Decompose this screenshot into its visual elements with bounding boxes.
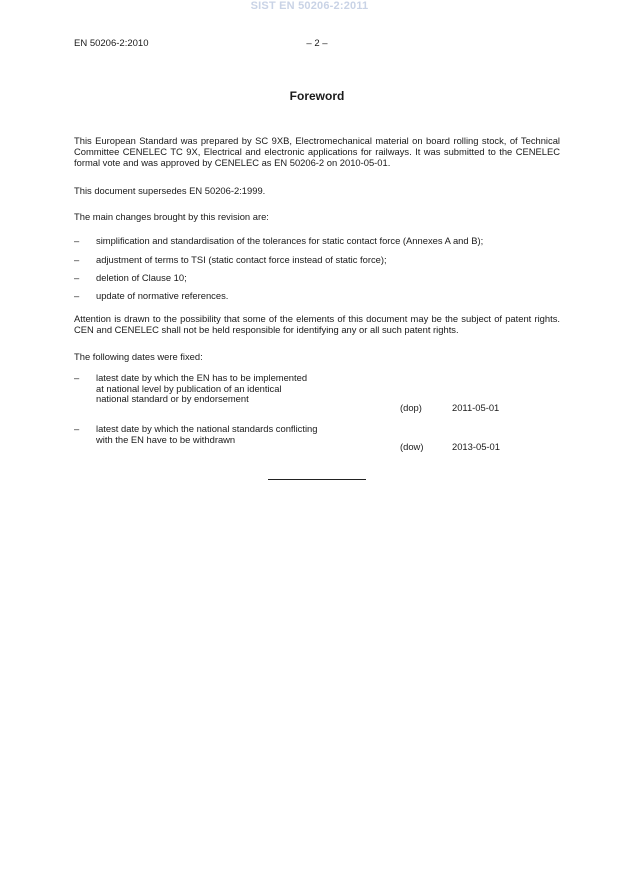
attention-paragraph: Attention is drawn to the possibility that some of the elements of this document may be the subject of patent rights. CEN and CENELEC shall not be held responsible for identifying any or all such patent rights. bbox=[74, 313, 560, 336]
date-item-description bbox=[96, 424, 376, 445]
dash-marker: – bbox=[74, 254, 80, 265]
supersedes-paragraph: This document supersedes EN 50206-2:1999. bbox=[74, 185, 266, 196]
change-item-text: deletion of Clause 10; bbox=[96, 272, 187, 283]
date-code: (dop) bbox=[400, 402, 422, 413]
header-page-number: – 2 – bbox=[306, 38, 328, 49]
changes-intro: The main changes brought by this revision are: bbox=[74, 211, 269, 222]
end-divider bbox=[268, 479, 366, 480]
change-item-text: update of normative references. bbox=[96, 290, 229, 301]
date-item-line: national standard or by endorsement bbox=[96, 393, 249, 405]
date-item-line: at national level by publication of an identical bbox=[96, 382, 282, 394]
dash-marker: – bbox=[74, 235, 80, 246]
date-item-line: latest date by which the EN has to be implemented bbox=[96, 372, 308, 383]
date-code: (dow) bbox=[400, 441, 424, 452]
intro-paragraph: This European Standard was prepared by SC 9XB, Electromechanical material on board rolling stock, of Technical Committee CENELEC TC 9X, Electrical and electronic applications for railways. It was submitted to the CENELEC formal vote and was approved by CENELEC as EN 50206-2 on 2010-05-01. bbox=[74, 135, 560, 169]
dash-marker: – bbox=[74, 272, 80, 283]
date-item-line: with the EN have to be withdrawn bbox=[96, 433, 236, 445]
change-item-text: adjustment of terms to TSI (static contact force instead of static force); bbox=[96, 254, 387, 265]
dash-marker: – bbox=[74, 372, 80, 383]
dash-marker: – bbox=[74, 423, 80, 434]
date-item-line: latest date by which the national standards conflicting bbox=[96, 423, 318, 434]
date-item-description bbox=[96, 373, 376, 405]
date-value: 2013-05-01 bbox=[452, 441, 500, 452]
change-item-text: simplification and standardisation of the tolerances for static contact force (Annexes A and B); bbox=[96, 235, 484, 246]
watermark: SIST EN 50206-2:2011 bbox=[250, 0, 369, 12]
date-value: 2011-05-01 bbox=[452, 402, 500, 413]
dash-marker: – bbox=[74, 290, 80, 301]
page-title: Foreword bbox=[289, 89, 345, 103]
header-doc-id: EN 50206-2:2010 bbox=[74, 38, 149, 49]
dates-intro: The following dates were fixed: bbox=[74, 351, 203, 362]
